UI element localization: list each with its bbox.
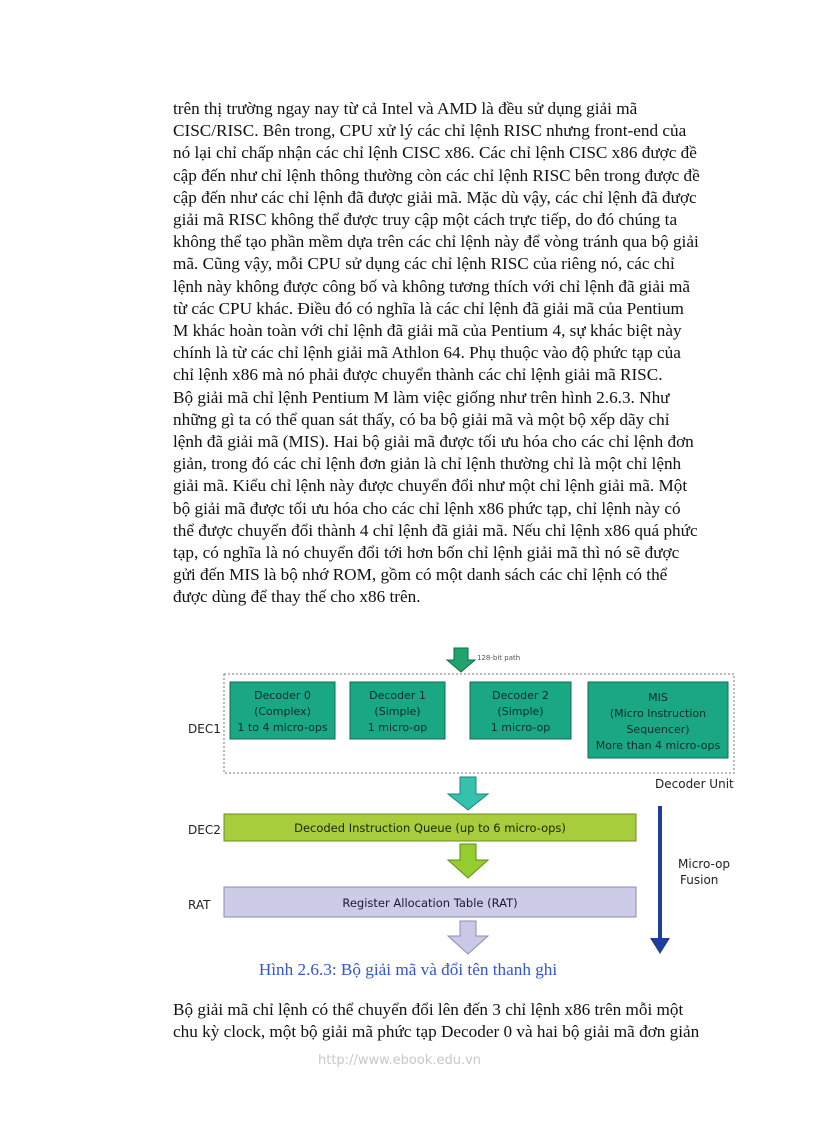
output-arrow <box>448 921 488 954</box>
stage-label-dec2: DEC2 <box>188 823 221 837</box>
text-line: tạp, có nghĩa là nó chuyển đổi tới hơn bốn chỉ lệnh giải mã thì nó sẽ được <box>173 543 680 563</box>
decoder-0-title: Decoder 0 <box>254 689 311 702</box>
text-line: giải mã RISC không thể được truy cập một cách trực tiếp, do đó chúng ta <box>173 210 678 230</box>
text-line: được dùng để thay thế cho x86 trên. <box>173 587 421 607</box>
figure-caption: Hình 2.6.3: Bộ giải mã và đổi tên thanh ghi <box>258 960 558 979</box>
decoded-queue-label: Decoded Instruction Queue (up to 6 micro-ops) <box>294 821 566 835</box>
text-line: nó lại chỉ chấp nhận các chỉ lệnh CISC x86. Các chỉ lệnh CISC x86 được đề <box>173 143 697 163</box>
text-line: Bộ giải mã chỉ lệnh có thể chuyển đổi lên đến 3 chỉ lệnh x86 trên mỗi một <box>173 1000 684 1019</box>
decoder-2-ops: 1 micro-op <box>490 721 551 734</box>
decoder-0-ops: 1 to 4 micro-ops <box>237 721 328 734</box>
decoder-1-title: Decoder 1 <box>369 689 426 702</box>
micro-op-fusion-arrow <box>650 806 670 954</box>
text-line: chính là từ các chỉ lệnh giải mã Athlon 64. Phụ thuộc vào độ phức tạp của <box>173 343 681 363</box>
text-line: Bộ giải mã chỉ lệnh Pentium M làm việc giống như trên hình 2.6.3. Như <box>173 387 670 407</box>
text-line: cập đến như các chỉ lệnh đã được giải mã. Mặc dù vậy, các chỉ lệnh đã được <box>173 187 697 207</box>
rat-box <box>224 887 636 917</box>
mis-desc-1: (Micro Instruction <box>609 707 707 720</box>
text-line: lệnh đã giải mã (MIS). Hai bộ giải mã được tối ưu hóa cho các chỉ lệnh đơn <box>173 432 694 452</box>
watermark: http://www.ebook.edu.vn <box>318 1053 482 1068</box>
stage-label-dec1: DEC1 <box>188 722 221 736</box>
text-line: M khác hoàn toàn với chỉ lệnh đã giải mã của Pentium 4, sự khác biệt này <box>173 321 682 341</box>
decoder-1-box <box>350 682 445 739</box>
text-line: giải mã. Kiểu chỉ lệnh này được chuyển đổi như một chỉ lệnh giải mã. Một <box>173 476 688 496</box>
mis-desc-2: Sequencer) <box>626 723 690 736</box>
mis-ops: More than 4 micro-ops <box>595 739 721 752</box>
decoder-2-type: (Simple) <box>497 705 544 718</box>
stage-label-rat: RAT <box>188 898 211 912</box>
text-line: những gì ta có thể quan sát thấy, có ba bộ giải mã và một bộ xếp dãy chỉ <box>173 409 670 429</box>
decoder-0-type: (Complex) <box>254 705 311 718</box>
decoder-0-box <box>230 682 335 739</box>
fusion-label-1: Micro-op <box>678 857 731 871</box>
text-line: bộ giải mã được tối ưu hóa cho các chỉ lệnh x86 phức tạp, chỉ lệnh này có <box>173 498 681 518</box>
text-line: không thể tạo phần mềm dựa trên các chỉ lệnh này để vòng tránh qua bộ giải <box>173 232 699 252</box>
decoder-2-box <box>470 682 571 739</box>
mis-title: MIS <box>648 691 668 704</box>
fusion-label-2: Fusion <box>680 873 719 887</box>
text-line: lệnh này không được công bố và không tương thích với chỉ lệnh đã giải mã <box>173 276 691 296</box>
arrow-to-queue <box>448 777 488 810</box>
decoder-2-title: Decoder 2 <box>492 689 549 702</box>
mis-box <box>588 682 728 758</box>
decoder-diagram <box>188 646 748 958</box>
text-line: từ các CPU khác. Điều đó có nghĩa là các chỉ lệnh đã giải mã của Pentium <box>173 298 684 318</box>
rat-label: Register Allocation Table (RAT) <box>342 896 518 910</box>
decoder-1-ops: 1 micro-op <box>367 721 428 734</box>
path-label: 128-bit path <box>477 654 521 662</box>
text-line: mã. Cũng vậy, mỗi CPU sử dụng các chỉ lệnh RISC của riêng nó, các chỉ <box>173 254 675 274</box>
text-line: gửi đến MIS là bộ nhớ ROM, gồm có một danh sách các chỉ lệnh có thể <box>173 565 668 585</box>
text-line: thể được chuyển đổi thành 4 chỉ lệnh đã giải mã. Nếu chỉ lệnh x86 quá phức <box>173 520 698 540</box>
decoder-unit-label: Decoder Unit <box>655 777 734 791</box>
text-line: trên thị trường ngay nay từ cả Intel và AMD là đều sử dụng giải mã <box>173 99 638 118</box>
decoded-queue-box <box>224 814 636 841</box>
text-line: chu kỳ clock, một bộ giải mã phức tạp Decoder 0 và hai bộ giải mã đơn giản <box>173 1022 700 1042</box>
body-paragraph-1 <box>173 98 753 609</box>
text-line: chỉ lệnh x86 mà nó phải được chuyển thành các chỉ lệnh giải mã RISC. <box>173 365 663 385</box>
body-paragraph-2 <box>173 999 753 1043</box>
input-arrow <box>447 648 475 672</box>
text-line: cập đến như chỉ lệnh thông thường còn các chỉ lệnh RISC bên trong được đề <box>173 165 700 185</box>
text-line: CISC/RISC. Bên trong, CPU xử lý các chỉ lệnh RISC nhưng front-end của <box>173 121 687 141</box>
arrow-to-rat <box>448 844 488 878</box>
decoder-1-type: (Simple) <box>374 705 421 718</box>
text-line: giản, trong đó các chỉ lệnh đơn giản là chỉ lệnh thường chỉ là một chỉ lệnh <box>173 454 682 474</box>
